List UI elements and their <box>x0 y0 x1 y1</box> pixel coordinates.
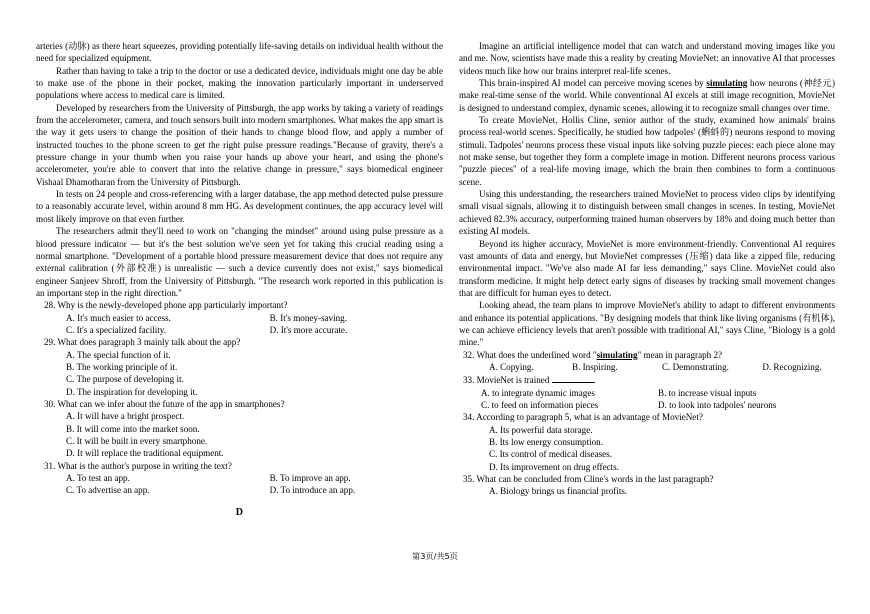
question-stem-28: 28. Why is the newly-developed phone app particularly important? <box>44 300 288 311</box>
question-stem-29: 29. What does paragraph 3 mainly talk about the app? <box>44 337 241 348</box>
question-stem-32-post: " mean in paragraph 2? <box>637 349 723 360</box>
option-30-a[interactable]: A. It will have a bright prospect. <box>66 411 185 422</box>
option-column-right <box>658 387 835 412</box>
paragraph: Imagine an artificial intelligence model that can watch and understand moving images like you and me. Now, scientists have made this a reality by creating MovieNet: an innovative AI that processes videos much like how our brains interpret real-life scenes. <box>459 41 835 76</box>
option-31-a[interactable]: A. To test an app. <box>66 473 130 484</box>
question-stem-32-pre: 32. What does the underlined word " <box>463 349 597 360</box>
question-stem-30: 30. What can we infer about the future of the app in smartphones? <box>44 398 285 409</box>
paragraph: Rather than having to take a trip to the doctor or use a dedicated device, individuals might one day be able to make use of the phone in their pocket, making the innovation particularly important in underserved populations where access to medical care is limited. <box>36 65 443 101</box>
question-options-32 <box>459 361 835 373</box>
paragraph: Beyond its higher accuracy, MovieNet is more environment-friendly. Conventional AI requires vast amounts of data and energy, but MovieNet compresses (压缩) data like a zipped file, reducing environmental impact. "We've also made AI far less demanding," says Cline. MovieNet could also transform medicine. It might help detect early signs of diseases by tracking small movement changes that are difficult for human eyes to detect. <box>459 238 835 298</box>
left-column <box>36 40 443 545</box>
paragraph: Developed by researchers from the University of Pittsburgh, the app works by taking a variety of readings from the accelerometer, camera, and touch sensors built into modern smartphones. What makes the app smart is the way it gets users to change the position of their hands to change blood flow, and apply a number of instructed touches to the phone screen to get the right pulse pressure readings."Because of gravity, there's a pressure change in your thumb when you raise your hands up above your heart, and using the phone's accelerometer, you're able to convert that into the relative change in pressure," says biomedical engineer Vishaal Dhamotharan from the University of Pittsburgh. <box>36 102 443 187</box>
question-stem-33-post: . <box>593 375 596 386</box>
paragraph: The researchers admit they'll need to work on "changing the mindset" around using pulse pressure as a blood pressure indicator — but it's the best solution we've seen yet for taking this crucial reading using a normal smartphone. "Development of a portable blood pressure measurement device that does not require any external calibration (外部校准) is unrealistic — such a device currently does not exist," says biomedical engineer Sanjeev Shroff, from the University of Pittsburgh. "The research work reported in this publication is an important step in the right direction." <box>36 226 443 298</box>
option-column-left <box>66 312 270 337</box>
right-column <box>459 40 835 545</box>
option-33-b[interactable]: B. to increase visual inputs <box>658 387 757 398</box>
option-column-right <box>270 312 443 337</box>
option-column-left <box>481 387 658 412</box>
option-28-d[interactable]: D. It's more accurate. <box>269 324 348 335</box>
paragraph: This brain-inspired AI model can perceive moving scenes by simulating how neurons (神经元) make real-time sense of the world. While conventional AI excels at still image recognition, MovieNet is designed to understand complex, dynamic scenes, allowing it to recognize small changes over time. <box>459 78 835 113</box>
option-34-c[interactable]: C. Its control of medical diseases. <box>489 449 612 460</box>
option-29-a[interactable]: A. The special function of it. <box>66 349 171 360</box>
option-28-c[interactable]: C. It's a specialized facility. <box>66 324 167 335</box>
option-28-b[interactable]: B. It's money-saving. <box>269 312 347 323</box>
paragraph: Using this understanding, the researchers trained MovieNet to process video clips by identifying small visual signals, allowing it to distinguish between small changes in scenes. In testing, MovieNet achieved 82.3% accuracy, outperforming trained human observers by 18% and doing much better than existing AI models. <box>459 189 835 237</box>
option-31-c[interactable]: C. To advertise an app. <box>66 485 150 496</box>
question-stem-32 <box>459 349 835 361</box>
paragraph: arteries (动脉) as there heart squeezes, providing potentially life-saving details on individual health without the need for specialized equipment. <box>36 41 443 64</box>
paragraph: In tests on 24 people and cross-referencing with a larger database, the app method detected pulse pressure to a reasonably accurate level, within around 8 mm HG. As development continues, the app accuracy level will most likely improve on that even further. <box>36 189 443 224</box>
option-30-b[interactable]: B. It will come into the market soon. <box>66 423 200 434</box>
question-options-34 <box>459 424 835 473</box>
option-32-c[interactable]: C. Demonstrating. <box>661 361 729 372</box>
option-31-b[interactable]: B. To improve an app. <box>269 473 351 484</box>
question-stem-33-pre: 33. MovieNet is trained <box>463 375 552 386</box>
option-30-d[interactable]: D. It will replace the traditional equipment. <box>66 448 224 459</box>
option-34-b[interactable]: B. Its low energy consumption. <box>489 437 604 447</box>
question-options-35 <box>459 485 835 497</box>
underlined-word-simulating: simulating <box>706 78 748 89</box>
option-32-d[interactable]: D. Recognizing. <box>762 361 822 372</box>
question-options-28 <box>36 312 443 337</box>
question-options-31 <box>36 472 443 497</box>
question-options-30 <box>36 410 443 459</box>
option-29-c[interactable]: C. The purpose of developing it. <box>66 374 184 385</box>
option-31-d[interactable]: D. To introduce an app. <box>269 485 356 496</box>
question-stem-31: 31. What is the author's purpose in writing the text? <box>44 460 232 471</box>
paragraph: To create MovieNet, Hollis Cline, senior author of the study, examined how animals' brains process real-world scenes. Specifically, he studied how tadpoles' (蝌蚪的) neurons respond to moving stimuli. Tadpoles' neurons process these visual inputs like solving puzzle pieces: each piece alone may not make sense, but together they form a complete image in motion. Different neurons process various "puzzle pieces" of a real-life moving image, which the brain then combines to form a continuous scene. <box>459 115 835 187</box>
option-35-a[interactable]: A. Biology brings us financial profits. <box>489 486 628 497</box>
two-column-body <box>36 40 835 545</box>
section-marker-d: D <box>235 506 244 518</box>
option-33-d[interactable]: D. to look into tadpoles' neurons <box>658 399 777 410</box>
option-32-a[interactable]: A. Copying. <box>489 361 534 372</box>
page-footer: 第3页/共5页 <box>412 551 458 561</box>
underlined-word-simulating: simulating <box>596 349 638 360</box>
option-column-left <box>66 472 270 497</box>
answer-blank <box>552 373 596 386</box>
option-29-d[interactable]: D. The inspiration for developing it. <box>66 386 198 397</box>
option-30-c[interactable]: C. It will be built in every smartphone. <box>66 436 208 446</box>
question-stem-34: 34. According to paragraph 5, what is an advantage of MovieNet? <box>463 412 703 423</box>
question-options-33 <box>459 387 835 412</box>
question-stem-35: 35. What can be concluded from Cline's words in the last paragraph? <box>463 474 714 485</box>
option-34-d[interactable]: D. Its improvement on drug effects. <box>489 461 619 472</box>
option-34-a[interactable]: A. Its powerful data storage. <box>489 424 593 435</box>
option-33-a[interactable]: A. to integrate dynamic images <box>481 387 595 398</box>
option-32-b[interactable]: B. Inspiring. <box>572 361 618 372</box>
paragraph: Looking ahead, the team plans to improve MovieNet's ability to adapt to different environments and enhance its potential applications. "By designing models that think like living organisms (有机体), we can achieve efficiency levels that aren't possible with traditional AI," says Cline, "Biology is a gold mine." <box>459 300 835 348</box>
option-33-c[interactable]: C. to feed on information pieces <box>481 399 599 410</box>
option-28-a[interactable]: A. It's much easier to access. <box>66 312 171 323</box>
option-29-b[interactable]: B. The working principle of it. <box>66 361 178 372</box>
question-options-29 <box>36 349 443 398</box>
option-column-right <box>270 472 443 497</box>
question-stem-33 <box>459 373 835 386</box>
